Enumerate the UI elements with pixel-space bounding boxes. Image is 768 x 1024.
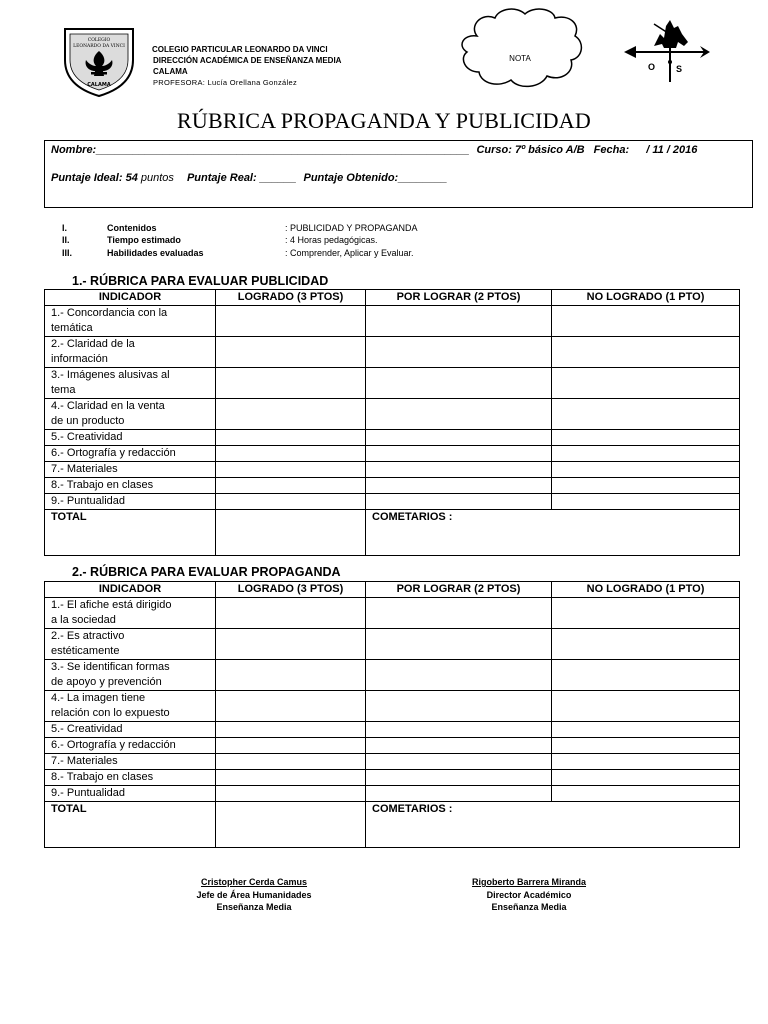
score-no-logrado-cell[interactable] <box>552 598 740 629</box>
comments-cell[interactable]: COMETARIOS : <box>366 510 740 556</box>
table-row <box>45 478 740 494</box>
indicator-text: estéticamente <box>51 644 120 657</box>
score-por-lograr-cell[interactable] <box>366 786 552 802</box>
total-row <box>45 802 740 848</box>
indicator-text: tema <box>51 383 76 396</box>
score-no-logrado-cell[interactable] <box>552 770 740 786</box>
table-row <box>45 691 740 722</box>
indicator-text: 9.- Puntualidad <box>51 495 125 507</box>
nota-cloud-box <box>455 6 587 92</box>
table-header-row: INDICADOR LOGRADO (3 PTOS) POR LOGRAR (2 PTOS) NO LOGRADO (1 PTO) <box>45 290 740 306</box>
table-row <box>45 337 740 368</box>
score-por-lograr-cell[interactable] <box>366 399 552 430</box>
table-row <box>45 722 740 738</box>
score-no-logrado-cell[interactable] <box>552 337 740 368</box>
nota-label: NOTA <box>509 54 531 63</box>
score-logrado-cell[interactable] <box>216 629 366 660</box>
school-crest-logo <box>62 26 136 98</box>
indicator-text: 1.- Concordancia con la <box>51 307 168 319</box>
score-por-lograr-cell[interactable] <box>366 660 552 691</box>
indicator-text: 8.- Trabajo en clases <box>51 479 154 491</box>
score-logrado-cell[interactable] <box>216 786 366 802</box>
score-no-logrado-cell[interactable] <box>552 494 740 510</box>
total-label: TOTAL <box>45 510 216 556</box>
score-logrado-cell[interactable] <box>216 660 366 691</box>
score-no-logrado-cell[interactable] <box>552 738 740 754</box>
indicator-text: 9.- Puntualidad <box>51 787 125 799</box>
indicator-cell <box>45 754 216 770</box>
indicator-cell <box>45 598 216 629</box>
score-por-lograr-cell[interactable] <box>366 691 552 722</box>
indicator-text: temática <box>51 321 93 334</box>
score-logrado-cell[interactable] <box>216 368 366 399</box>
score-por-lograr-cell[interactable] <box>366 738 552 754</box>
indicator-cell <box>45 494 216 510</box>
score-no-logrado-cell[interactable] <box>552 691 740 722</box>
table-row <box>45 629 740 660</box>
indicator-text: 6.- Ortografía y redacción <box>51 447 176 459</box>
indicator-text: de apoyo y prevención <box>51 675 162 688</box>
indicator-text: 3.- Se identifican formas <box>51 661 170 673</box>
svg-text:LEONARDO DA VINCI: LEONARDO DA VINCI <box>73 44 125 49</box>
curso-field: Curso: 7º básico A/B <box>476 144 585 156</box>
signature-role: Jefe de Área Humanidades <box>196 889 312 900</box>
fecha-label: Fecha: <box>593 144 630 156</box>
score-logrado-cell[interactable] <box>216 754 366 770</box>
indicator-cell <box>45 629 216 660</box>
score-no-logrado-cell[interactable] <box>552 430 740 446</box>
indicator-cell <box>45 786 216 802</box>
school-direction: DIRECCIÓN ACADÉMICA DE ENSEÑANZA MEDIA <box>153 56 342 65</box>
meta-row: III. Habilidades evaluadas : Comprender, Aplicar y Evaluar. <box>62 247 414 258</box>
score-por-lograr-cell[interactable] <box>366 446 552 462</box>
score-por-lograr-cell[interactable] <box>366 306 552 337</box>
score-no-logrado-cell[interactable] <box>552 399 740 430</box>
score-no-logrado-cell[interactable] <box>552 786 740 802</box>
table-row <box>45 770 740 786</box>
score-por-lograr-cell[interactable] <box>366 598 552 629</box>
score-logrado-cell[interactable] <box>216 399 366 430</box>
weather-vane-logo <box>624 12 710 84</box>
signature-name: Cristopher Cerda Camus <box>200 877 308 887</box>
score-por-lograr-cell[interactable] <box>366 368 552 399</box>
score-logrado-cell[interactable] <box>216 494 366 510</box>
score-logrado-cell[interactable] <box>216 598 366 629</box>
score-por-lograr-cell[interactable] <box>366 462 552 478</box>
indicator-cell <box>45 738 216 754</box>
score-no-logrado-cell[interactable] <box>552 446 740 462</box>
indicator-text: 2.- Es atractivo <box>51 630 125 642</box>
score-logrado-cell[interactable] <box>216 691 366 722</box>
table-row <box>45 738 740 754</box>
school-header <box>152 44 341 88</box>
score-logrado-cell[interactable] <box>216 770 366 786</box>
table-row <box>45 754 740 770</box>
table-row <box>45 430 740 446</box>
indicator-cell <box>45 306 216 337</box>
indicator-text: a la sociedad <box>51 613 116 626</box>
indicator-cell <box>45 446 216 462</box>
indicator-text: 8.- Trabajo en clases <box>51 771 154 783</box>
score-por-lograr-cell[interactable] <box>366 494 552 510</box>
table-header-row: INDICADOR LOGRADO (3 PTOS) POR LOGRAR (2 PTOS) NO LOGRADO (1 PTO) <box>45 582 740 598</box>
signature-area: Enseñanza Media <box>491 902 567 912</box>
indicator-cell <box>45 368 216 399</box>
indicator-cell <box>45 478 216 494</box>
table-row <box>45 494 740 510</box>
indicator-text: de un producto <box>51 414 125 427</box>
indicator-text: 1.- El afiche está dirigido <box>51 599 172 611</box>
indicator-cell <box>45 337 216 368</box>
section1-title: 1.- RÚBRICA PARA EVALUAR PUBLICIDAD <box>72 274 329 288</box>
svg-text:S: S <box>676 64 683 74</box>
total-row <box>45 510 740 556</box>
signature-name: Rigoberto Barrera Miranda <box>471 877 587 887</box>
score-no-logrado-cell[interactable] <box>552 306 740 337</box>
indicator-text: 2.- Claridad de la <box>51 338 135 350</box>
score-no-logrado-cell[interactable] <box>552 462 740 478</box>
table-row <box>45 446 740 462</box>
indicator-text: 7.- Materiales <box>51 755 118 767</box>
table-row <box>45 660 740 691</box>
score-por-lograr-cell[interactable] <box>366 629 552 660</box>
total-label: TOTAL <box>45 802 216 848</box>
score-por-lograr-cell[interactable] <box>366 770 552 786</box>
score-por-lograr-cell[interactable] <box>366 337 552 368</box>
section2-title: 2.- RÚBRICA PARA EVALUAR PROPAGANDA <box>72 565 341 579</box>
indicator-text: 5.- Creatividad <box>51 723 123 735</box>
puntaje-ideal: Puntaje Ideal: 54 <box>51 172 138 184</box>
score-logrado-cell[interactable] <box>216 306 366 337</box>
signature-block-1 <box>154 876 354 914</box>
table-row <box>45 462 740 478</box>
total-score-cell[interactable] <box>216 510 366 556</box>
score-por-lograr-cell[interactable] <box>366 430 552 446</box>
score-no-logrado-cell[interactable] <box>552 368 740 399</box>
indicator-text: 5.- Creatividad <box>51 431 123 443</box>
indicator-text: 7.- Materiales <box>51 463 118 475</box>
fecha-value[interactable]: / 11 / 2016 <box>646 144 698 156</box>
score-logrado-cell[interactable] <box>216 337 366 368</box>
indicator-cell <box>45 722 216 738</box>
svg-text:O: O <box>648 62 656 72</box>
table-row <box>45 399 740 430</box>
indicator-text: información <box>51 352 108 365</box>
score-no-logrado-cell[interactable] <box>552 754 740 770</box>
score-no-logrado-cell[interactable] <box>552 629 740 660</box>
table-row <box>45 306 740 337</box>
score-logrado-cell[interactable] <box>216 462 366 478</box>
score-por-lograr-cell[interactable] <box>366 722 552 738</box>
indicator-cell <box>45 770 216 786</box>
indicator-cell <box>45 691 216 722</box>
score-logrado-cell[interactable] <box>216 430 366 446</box>
comments-cell[interactable]: COMETARIOS : <box>366 802 740 848</box>
indicator-cell <box>45 462 216 478</box>
score-logrado-cell[interactable] <box>216 446 366 462</box>
score-logrado-cell[interactable] <box>216 738 366 754</box>
score-no-logrado-cell[interactable] <box>552 478 740 494</box>
svg-text:CALAMA: CALAMA <box>87 82 111 88</box>
page-title: RÚBRICA PROPAGANDA Y PUBLICIDAD <box>177 108 591 133</box>
indicator-text: 4.- Claridad en la venta <box>51 400 165 412</box>
puntaje-obtenido-field[interactable]: Puntaje Obtenido:________ <box>303 172 448 184</box>
score-logrado-cell[interactable] <box>216 722 366 738</box>
indicator-text: 3.- Imágenes alusivas al <box>51 369 170 381</box>
publicidad-rubric-table <box>44 289 740 556</box>
school-city: CALAMA <box>153 67 188 76</box>
puntaje-real-field[interactable]: Puntaje Real: ______ <box>186 172 297 184</box>
meta-row: I. Contenidos : PUBLICIDAD Y PROPAGANDA <box>62 223 418 233</box>
school-name: COLEGIO PARTICULAR LEONARDO DA VINCI <box>152 45 328 54</box>
meta-row: II. Tiempo estimado : 4 Horas pedagógicas. <box>62 235 378 246</box>
puntos-label: puntos <box>140 172 174 184</box>
teacher-name: PROFESORA: Lucía Orellana González <box>153 78 298 87</box>
indicator-text: 4.- La imagen tiene <box>51 692 146 704</box>
student-info-box <box>44 140 753 208</box>
indicator-cell <box>45 660 216 691</box>
total-score-cell[interactable] <box>216 802 366 848</box>
indicator-cell <box>45 399 216 430</box>
indicator-cell <box>45 430 216 446</box>
table-row <box>45 368 740 399</box>
svg-text:COLEGIO: COLEGIO <box>87 38 111 43</box>
score-por-lograr-cell[interactable] <box>366 478 552 494</box>
score-no-logrado-cell[interactable] <box>552 660 740 691</box>
score-logrado-cell[interactable] <box>216 478 366 494</box>
score-no-logrado-cell[interactable] <box>552 722 740 738</box>
nombre-field[interactable]: Nombre:_____________________________________________________________ <box>51 144 470 156</box>
table-row <box>45 786 740 802</box>
evaluation-meta <box>62 222 418 259</box>
propaganda-rubric-table <box>44 581 740 848</box>
signature-area: Enseñanza Media <box>216 902 292 912</box>
signature-role: Director Académico <box>486 889 572 900</box>
score-por-lograr-cell[interactable] <box>366 754 552 770</box>
signature-block-2 <box>429 876 629 914</box>
table-row <box>45 598 740 629</box>
indicator-text: relación con lo expuesto <box>51 706 170 719</box>
indicator-text: 6.- Ortografía y redacción <box>51 739 176 751</box>
